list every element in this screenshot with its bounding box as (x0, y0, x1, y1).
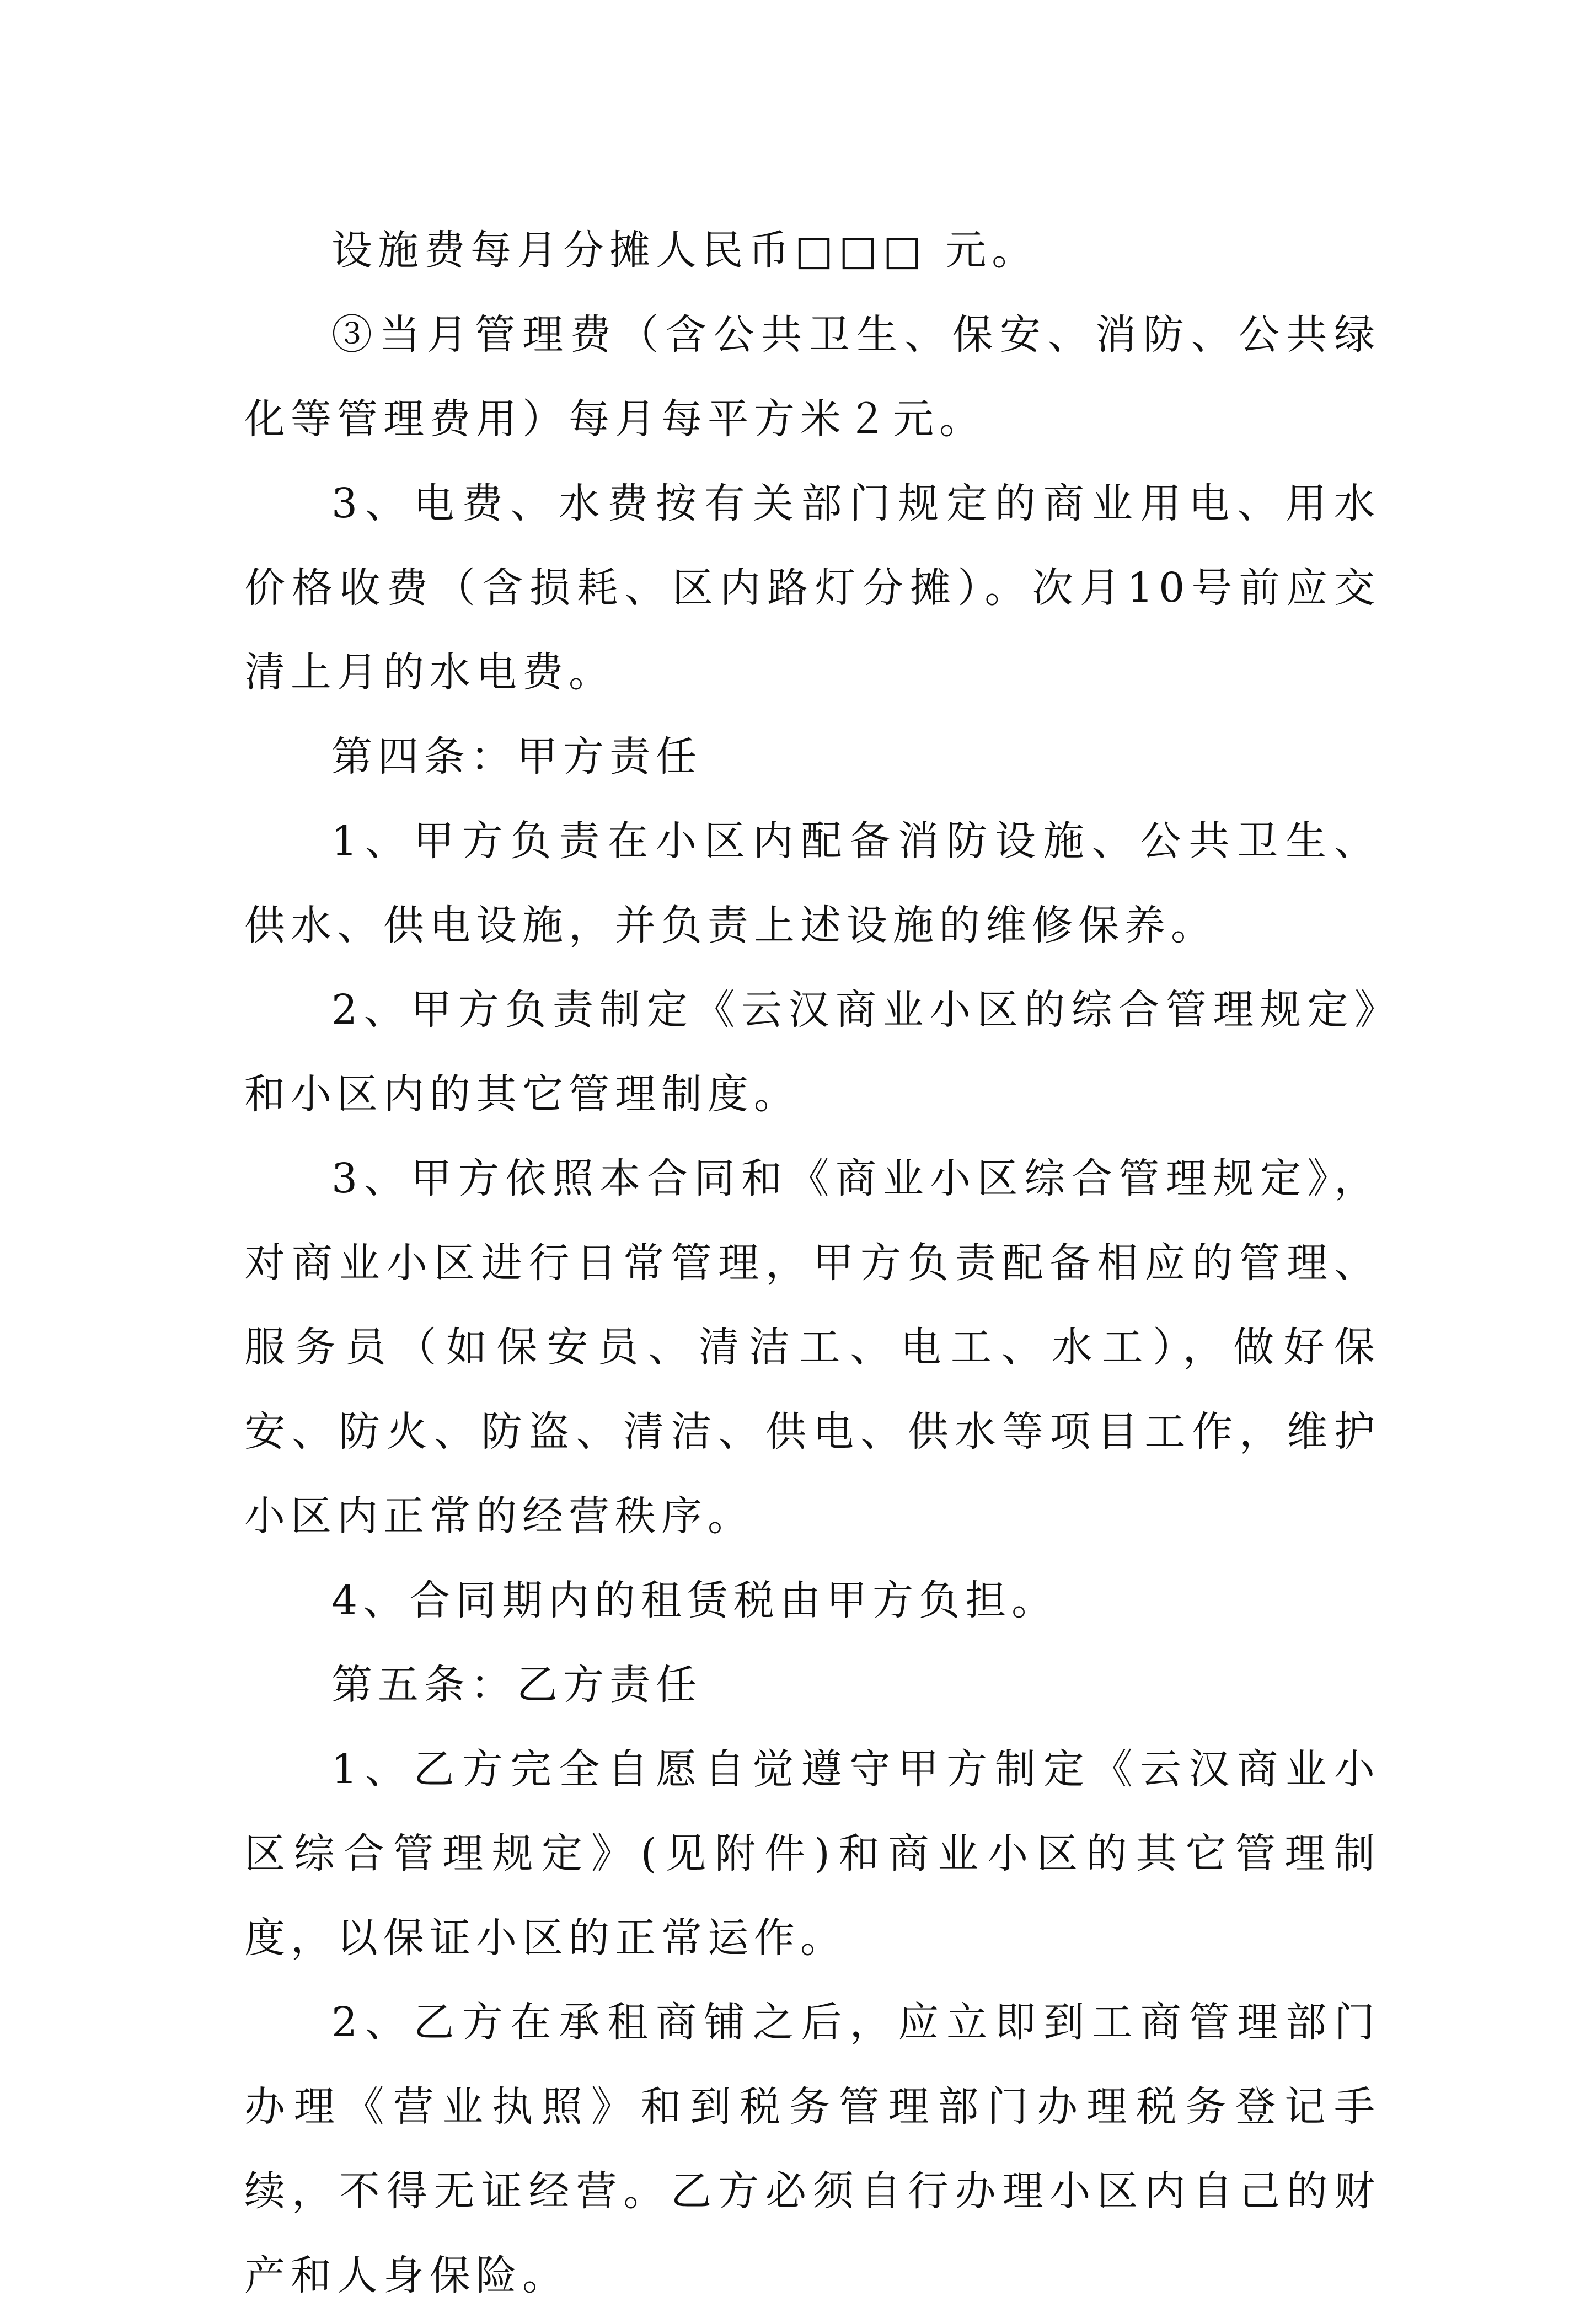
paragraph-party-b-duty-1: 1、乙方完全自愿自觉遵守甲方制定《云汉商业小区综合管理规定》(见附件)和商业小区的其它管理制度，以保证小区的正常运作。 (244, 1746, 1380, 1962)
paragraph-party-a-duty-3: 3、甲方依照本合同和《商业小区综合管理规定》，对商业小区进行日常管理，甲方负责配备相应的管理、服务员（如保安员、清洁工、电工、水工），做好保安、防火、防盗、清洁、供电、供水等项目工作，维护小区内正常的经营秩序。 (244, 1155, 1380, 1540)
paragraph-facility-fee: 设施费每月分摊人民币□□□ 元。 (331, 227, 1038, 274)
document-body (244, 208, 1380, 2318)
paragraph-party-a-duty-2: 2、甲方负责制定《云汉商业小区的综合管理规定》和小区内的其它管理制度。 (244, 986, 1380, 1118)
section-heading-article-5: 第五条：乙方责任 (331, 1661, 702, 1709)
paragraph-party-a-duty-4: 4、合同期内的租赁税由甲方负担。 (331, 1577, 1058, 1624)
paragraph-management-fee: ③当月管理费（含公共卫生、保安、消防、公共绿化等管理费用）每月每平方米２元。 (244, 311, 1380, 443)
paragraph-party-a-duty-1: 1、甲方负责在小区内配备消防设施、公共卫生、供水、供电设施，并负责上述设施的维修保养。 (244, 817, 1380, 949)
section-heading-article-4: 第四条：甲方责任 (331, 733, 702, 780)
paragraph-utility-fee: 3、电费、水费按有关部门规定的商业用电、用水价格收费（含损耗、区内路灯分摊）。次月10号前应交清上月的水电费。 (244, 480, 1380, 696)
paragraph-party-b-duty-2: 2、乙方在承租商铺之后，应立即到工商管理部门办理《营业执照》和到税务管理部门办理税务登记手续，不得无证经营。乙方必须自行办理小区内自己的财产和人身保险。 (244, 1999, 1380, 2299)
